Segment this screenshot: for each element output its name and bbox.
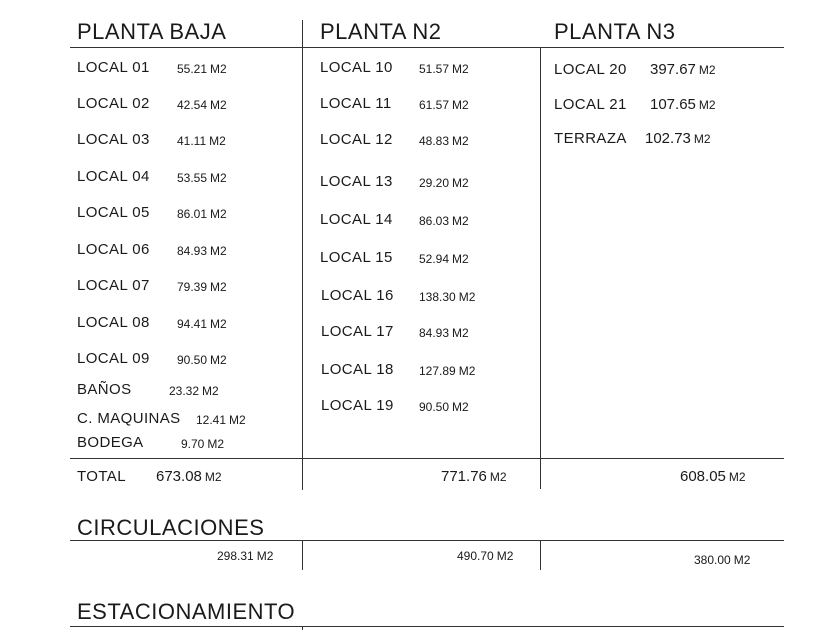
baja-row-label: LOCAL 09 bbox=[77, 350, 150, 367]
n2-row-value: 84.93 M2 bbox=[419, 326, 469, 340]
baja-row-label: LOCAL 06 bbox=[77, 241, 150, 258]
n3-row-label: LOCAL 20 bbox=[554, 61, 627, 78]
n2-row-label: LOCAL 15 bbox=[320, 249, 393, 266]
column-divider-2 bbox=[540, 47, 541, 489]
baja-row-value: 90.50 M2 bbox=[177, 353, 227, 367]
total-baja-value: 673.08 M2 bbox=[156, 468, 222, 485]
totals-divider bbox=[70, 458, 784, 459]
circulaciones-n2-value: 490.70 M2 bbox=[457, 549, 514, 563]
estacionamiento-divider bbox=[70, 626, 784, 627]
baja-row-value: 53.55 M2 bbox=[177, 171, 227, 185]
n2-row-value: 51.57 M2 bbox=[419, 62, 469, 76]
n2-row-label: LOCAL 18 bbox=[321, 361, 394, 378]
n2-row-label: LOCAL 19 bbox=[321, 397, 394, 414]
baja-row-label: LOCAL 02 bbox=[77, 95, 150, 112]
baja-row-value: 23.32 M2 bbox=[169, 384, 219, 398]
n3-row-label: TERRAZA bbox=[554, 130, 627, 147]
n2-row-value: 127.89 M2 bbox=[419, 364, 476, 378]
total-n3-value: 608.05 M2 bbox=[680, 468, 746, 485]
n2-row-value: 61.57 M2 bbox=[419, 98, 469, 112]
baja-row-value: 84.93 M2 bbox=[177, 244, 227, 258]
baja-row-label: LOCAL 01 bbox=[77, 59, 150, 76]
n2-row-value: 29.20 M2 bbox=[419, 176, 469, 190]
circulaciones-column-divider-1 bbox=[302, 540, 303, 570]
baja-row-label: LOCAL 08 bbox=[77, 314, 150, 331]
baja-row-value: 9.70 M2 bbox=[181, 437, 225, 451]
header-planta-baja: PLANTA BAJA bbox=[77, 19, 227, 44]
n2-row-label: LOCAL 13 bbox=[320, 173, 393, 190]
circulaciones-n3-value: 380.00 M2 bbox=[694, 553, 751, 567]
n2-row-label: LOCAL 10 bbox=[320, 59, 393, 76]
circulaciones-column-divider-2 bbox=[540, 540, 541, 570]
baja-row-value: 55.21 M2 bbox=[177, 62, 227, 76]
baja-row-label: C. MAQUINAS bbox=[77, 410, 181, 427]
baja-row-value: 42.54 M2 bbox=[177, 98, 227, 112]
n2-row-value: 90.50 M2 bbox=[419, 400, 469, 414]
n3-row-value: 102.73 M2 bbox=[645, 130, 711, 147]
total-label: TOTAL bbox=[77, 468, 126, 485]
n2-row-label: LOCAL 11 bbox=[320, 95, 392, 112]
n3-row-label: LOCAL 21 bbox=[554, 96, 627, 113]
baja-row-label: BODEGA bbox=[77, 434, 144, 451]
n2-row-value: 86.03 M2 bbox=[419, 214, 469, 228]
n3-row-value: 107.65 M2 bbox=[650, 96, 716, 113]
circulaciones-baja-value: 298.31 M2 bbox=[217, 549, 274, 563]
total-n2-value: 771.76 M2 bbox=[441, 468, 507, 485]
baja-row-value: 12.41 M2 bbox=[196, 413, 246, 427]
n2-row-label: LOCAL 17 bbox=[321, 323, 394, 340]
n2-row-label: LOCAL 14 bbox=[320, 211, 393, 228]
header-planta-n3: PLANTA N3 bbox=[554, 19, 676, 44]
n2-row-label: LOCAL 12 bbox=[320, 131, 393, 148]
baja-row-label: LOCAL 04 bbox=[77, 168, 150, 185]
baja-row-value: 94.41 M2 bbox=[177, 317, 227, 331]
baja-row-value: 86.01 M2 bbox=[177, 207, 227, 221]
n2-row-value: 48.83 M2 bbox=[419, 134, 469, 148]
estacionamiento-title: ESTACIONAMIENTO bbox=[77, 599, 296, 624]
n2-row-value: 138.30 M2 bbox=[419, 290, 476, 304]
n2-row-value: 52.94 M2 bbox=[419, 252, 469, 266]
header-divider bbox=[70, 47, 784, 48]
column-divider-1 bbox=[302, 20, 303, 490]
circulaciones-title: CIRCULACIONES bbox=[77, 515, 265, 540]
estacionamiento-column-divider bbox=[302, 626, 303, 630]
baja-row-value: 41.11 M2 bbox=[177, 134, 226, 148]
baja-row-value: 79.39 M2 bbox=[177, 280, 227, 294]
baja-row-label: LOCAL 03 bbox=[77, 131, 150, 148]
baja-row-label: LOCAL 07 bbox=[77, 277, 150, 294]
baja-row-label: LOCAL 05 bbox=[77, 204, 150, 221]
circulaciones-divider bbox=[70, 540, 784, 541]
n2-row-label: LOCAL 16 bbox=[321, 287, 394, 304]
header-planta-n2: PLANTA N2 bbox=[320, 19, 442, 44]
baja-row-label: BAÑOS bbox=[77, 381, 132, 398]
n3-row-value: 397.67 M2 bbox=[650, 61, 716, 78]
